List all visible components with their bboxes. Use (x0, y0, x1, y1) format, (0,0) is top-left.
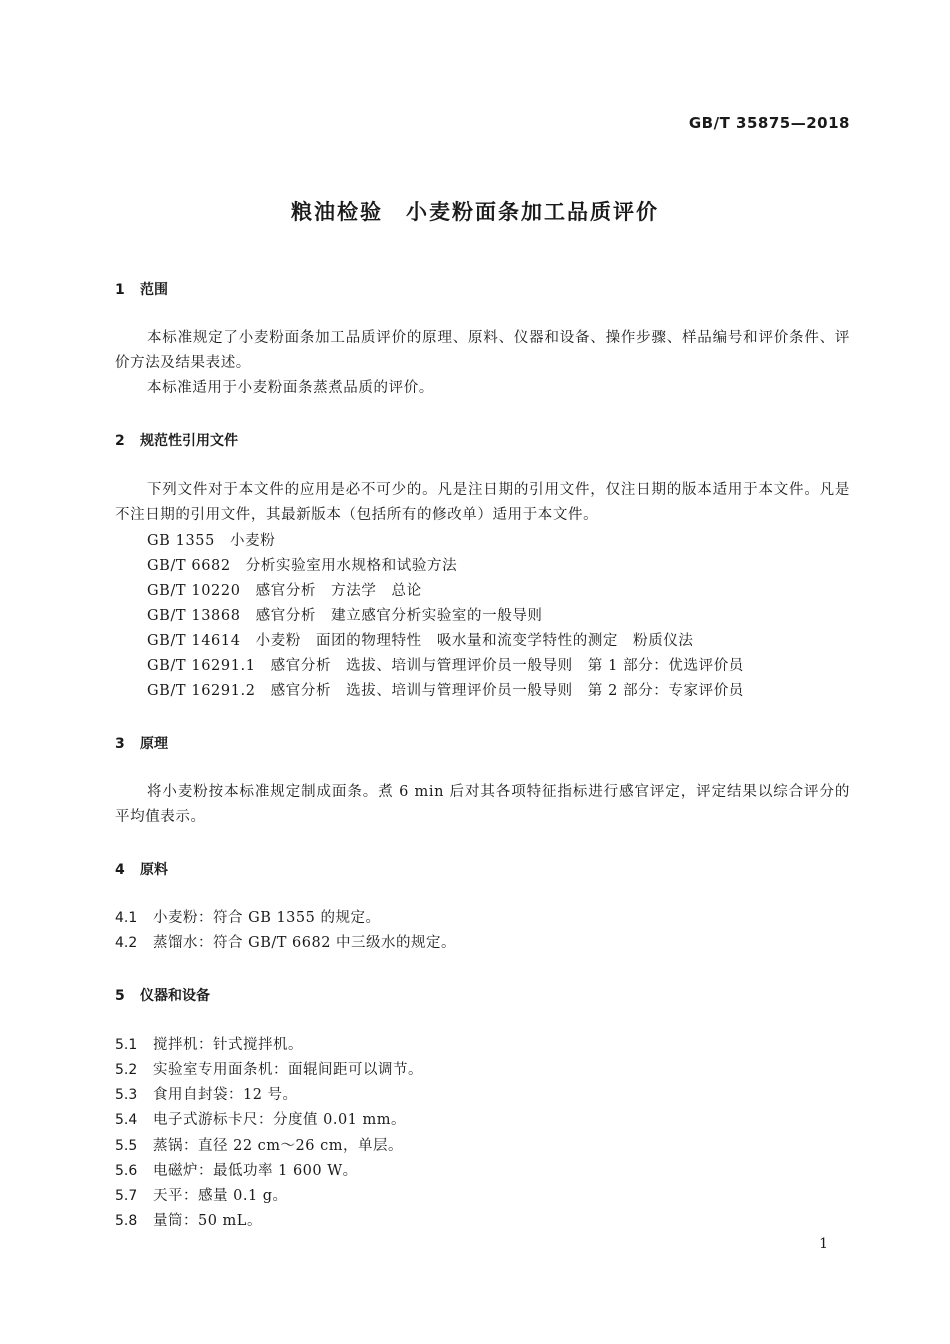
clause-text: 电子式游标卡尺：分度值 0.01 mm。 (153, 1112, 407, 1128)
section-title: 范围 (140, 282, 168, 298)
clause-item (115, 906, 380, 927)
section-heading-scope (115, 279, 168, 299)
section-title: 规范性引用文件 (140, 433, 238, 449)
clause-item (115, 1083, 298, 1104)
reference-item: GB/T 10220 感官分析 方法学 总论 (147, 583, 422, 599)
clause-text: 电磁炉：最低功率 1 600 W。 (153, 1163, 358, 1179)
clause-item (115, 1058, 423, 1079)
clause-item (115, 1184, 288, 1205)
clause-number: 4.1 (115, 910, 138, 926)
clause-number: 5.3 (115, 1087, 138, 1103)
reference-item: GB/T 13868 感官分析 建立感官分析实验室的一般导则 (147, 608, 543, 624)
paragraph: 将小麦粉按本标准规定制成面条。煮 6 min 后对其各项特征指标进行感官评定，评定结果以综合评分的平均值表示。 (115, 784, 850, 825)
reference-item: GB/T 6682 分析实验室用水规格和试验方法 (147, 558, 458, 574)
clause-number: 5.2 (115, 1062, 138, 1078)
clause-item (115, 1134, 403, 1155)
clause-text: 量筒：50 mL。 (153, 1213, 262, 1229)
section-heading-materials (115, 859, 168, 879)
section-number: 5 (115, 988, 125, 1004)
section-number: 1 (115, 282, 125, 298)
clause-number: 5.6 (115, 1163, 138, 1179)
clause-text: 蒸馏水：符合 GB/T 6682 中三级水的规定。 (153, 935, 457, 951)
section-number: 4 (115, 862, 125, 878)
paragraph: 本标准规定了小麦粉面条加工品质评价的原理、原料、仪器和设备、操作步骤、样品编号和评价条件、评价方法及结果表述。 (115, 330, 850, 371)
section-heading-normative-references (115, 430, 238, 450)
clause-number: 5.7 (115, 1188, 138, 1204)
reference-item: GB 1355 小麦粉 (147, 533, 276, 549)
clause-number: 5.5 (115, 1138, 138, 1154)
clause-item (115, 931, 456, 952)
standard-code: GB/T 35875—2018 (688, 114, 850, 132)
clause-item (115, 1108, 406, 1129)
section-title: 仪器和设备 (140, 988, 210, 1004)
paragraph: 下列文件对于本文件的应用是必不可少的。凡是注日期的引用文件，仅注日期的版本适用于本文件。凡是不注日期的引用文件，其最新版本（包括所有的修改单）适用于本文件。 (115, 482, 850, 523)
clause-number: 5.8 (115, 1213, 138, 1229)
clause-item (115, 1159, 358, 1180)
clause-text: 食用自封袋：12 号。 (153, 1087, 298, 1103)
paragraph: 本标准适用于小麦粉面条蒸煮品质的评价。 (147, 380, 434, 396)
clause-item (115, 1033, 303, 1054)
section-title: 原理 (140, 736, 168, 752)
section-number: 2 (115, 433, 125, 449)
reference-item: GB/T 16291.1 感官分析 选拔、培训与管理评价员一般导则 第 1 部分：优选评价员 (147, 658, 744, 674)
clause-text: 实验室专用面条机：面辊间距可以调节。 (153, 1062, 423, 1078)
clause-text: 搅拌机：针式搅拌机。 (153, 1037, 303, 1053)
reference-item: GB/T 16291.2 感官分析 选拔、培训与管理评价员一般导则 第 2 部分：专家评价员 (147, 683, 744, 699)
clause-text: 天平：感量 0.1 g。 (153, 1188, 288, 1204)
clause-number: 5.4 (115, 1112, 138, 1128)
document-title: 粮油检验 小麦粉面条加工品质评价 (291, 200, 659, 224)
clause-item (115, 1209, 262, 1230)
clause-number: 5.1 (115, 1037, 138, 1053)
clause-text: 蒸锅：直径 22 cm～26 cm，单层。 (153, 1138, 403, 1154)
section-heading-apparatus (115, 985, 210, 1005)
section-number: 3 (115, 736, 125, 752)
clause-number: 4.2 (115, 935, 138, 951)
section-title: 原料 (140, 862, 168, 878)
page-number: 1 (819, 1236, 828, 1252)
clause-text: 小麦粉：符合 GB 1355 的规定。 (153, 910, 381, 926)
reference-item: GB/T 14614 小麦粉 面团的物理特性 吸水量和流变学特性的测定 粉质仪法 (147, 633, 694, 649)
section-heading-principle (115, 733, 168, 753)
